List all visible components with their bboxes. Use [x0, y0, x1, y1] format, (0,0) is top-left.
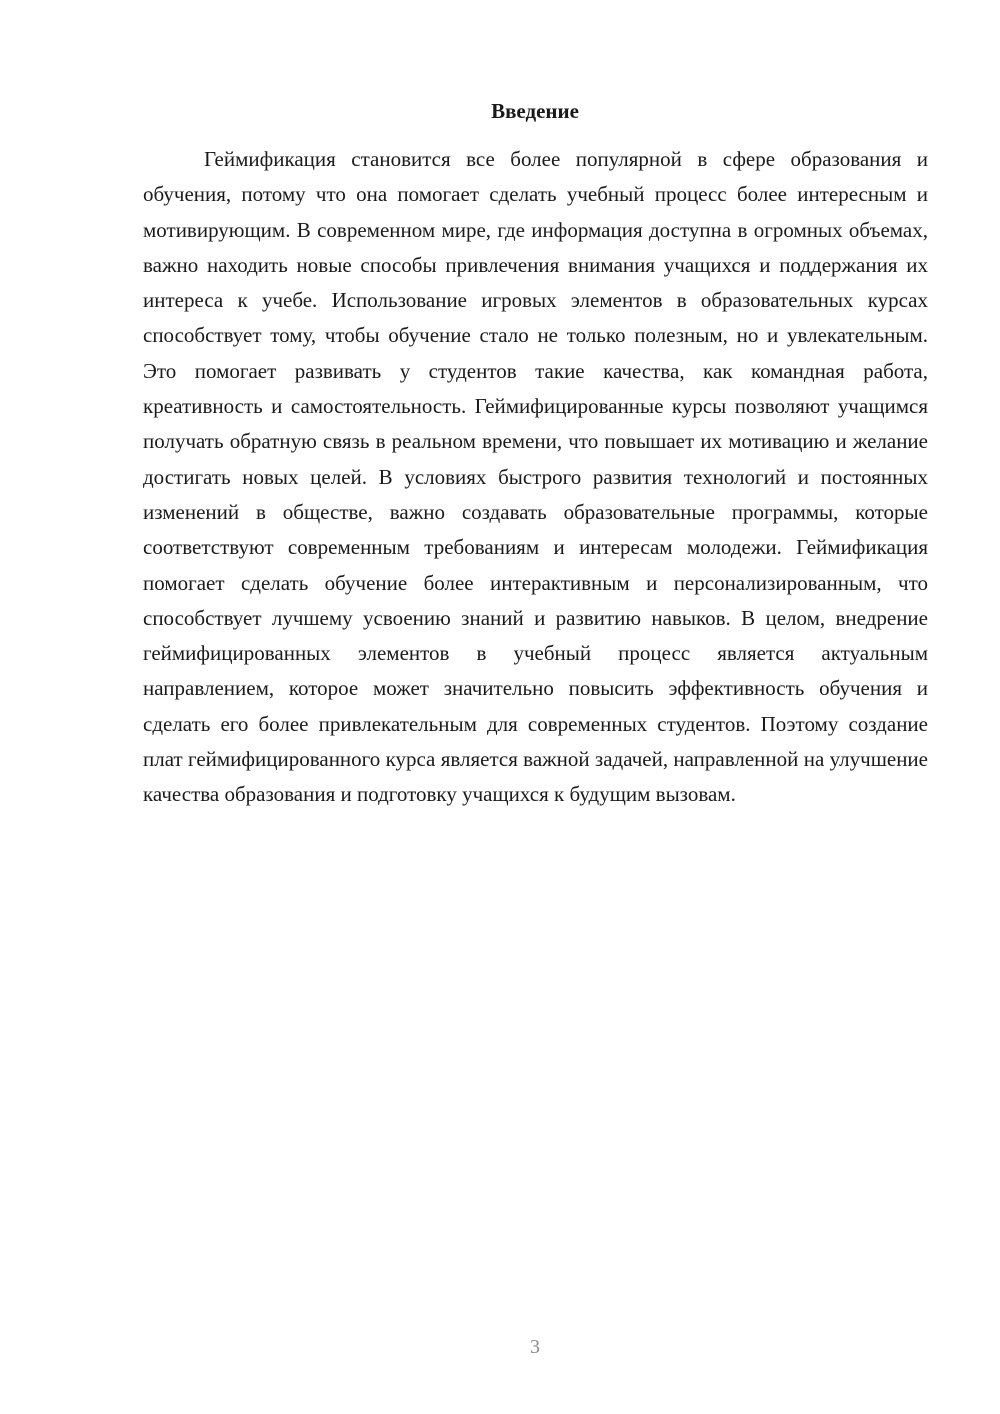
- page-number: 3: [530, 1336, 540, 1358]
- body-paragraph: Геймификация становится все более популярной в сфере образования и обучения, потому что она помогает сделать учебный процесс более интересным и мотивирующим. В современном мире, где информация доступна в огромных объемах, важно находить новые способы привлечения внимания учащихся и поддержания их интереса к учебе. Использование игровых элементов в образовательных курсах способствует тому, чтобы обучение стало не только полезным, но и увлекательным. Это помогает развивать у студентов такие качества, как командная работа, креативность и самостоятельность. Геймифицированные курсы позволяют учащимся получать обратную связь в реальном времени, что повышает их мотивацию и желание достигать новых целей. В условиях быстрого развития технологий и постоянных изменений в обществе, важно создавать образовательные программы, которые соответствуют современным требованиям и интересам молодежи. Геймификация помогает сделать обучение более интерактивным и персонализированным, что способствует лучшему усвоению знаний и развитию навыков. В целом, внедрение геймифицированных элементов в учебный процесс является актуальным направлением, которое может значительно повысить эффективность обучения и сделать его более привлекательным для современных студентов. Поэтому создание плат геймифицированного курса является важной задачей, направленной на улучшение качества образования и подготовку учащихся к будущим вызовам.: [143, 147, 928, 807]
- section-heading: Введение: [491, 99, 579, 123]
